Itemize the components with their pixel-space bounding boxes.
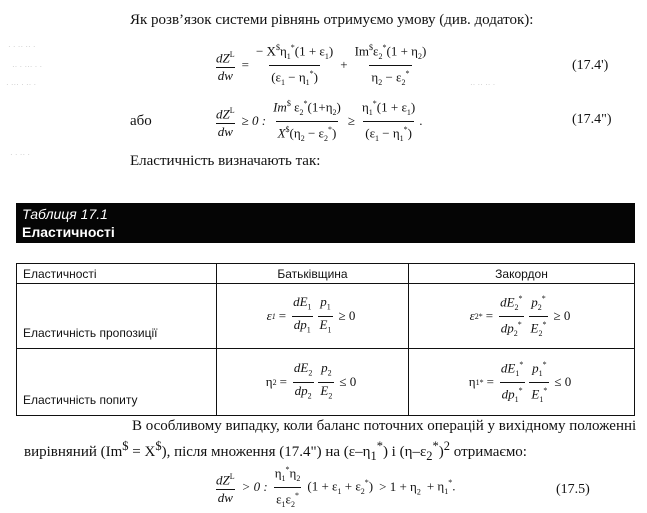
term2-fraction: $\frac{Im^{\$}\varepsilon_2^*(1 + \eta_2)}{\eta_2 - \varepsilon_2^*}$ xyxy=(353,40,429,91)
header-cell: Еластичності xyxy=(17,264,217,284)
row-label: Еластичність пропозиції xyxy=(17,284,217,349)
scan-noise: ·· · ··· · · xyxy=(12,62,43,71)
header-cell: Батьківщина xyxy=(217,264,409,284)
lhs-fraction: $\frac{dZ^L}{dw}$ xyxy=(216,50,235,83)
lhs-fraction: $\frac{dZ^L}{dw}$ xyxy=(216,472,235,505)
equation-number: (17.4') xyxy=(572,58,609,73)
row-label: Еластичність попиту xyxy=(17,349,217,416)
scan-noise: · · ·· ·· · xyxy=(8,42,36,51)
equation-17-4-double: $\frac{dZ^L}{dw}$ ≥ 0 : $\frac{Im^{\$} \varepsilon_2^*(1+\eta_2)}{X^{\$}(\eta_2 - \varepsilon_2^*)}$ ≥ $\frac{\eta_1^*(1 + \varepsilon_1)}{(\varepsilon_1 - \eta_1^*)}$ . xyxy=(212,96,423,147)
elasticity-table xyxy=(16,263,635,416)
para-line-2: вирівняний (Im$ = X$), після множення (17.4") на $(\varepsilon-\eta_1^*)$ і $(\eta-\varepsilon_2^*)^2$ отримаємо: xyxy=(24,439,527,463)
home-formula: η 2 = $\frac{dE_2}{dp_2}$ $\frac{p_2}{E_2}$ ≤ 0 xyxy=(217,349,409,416)
foreign-formula: ε 2 * = $\frac{dE_2^*}{dp_2^*}$ $\frac{p_2^*}{E_2^*}$ ≥ 0 xyxy=(409,284,635,349)
eta-eps-fraction: $\frac{\eta_1^*\eta_2}{\varepsilon_1\varepsilon_2^*}$ xyxy=(273,462,303,513)
table-label: Таблиця 17.1 xyxy=(22,206,108,222)
home-formula: ε 1 = $\frac{dE_1}{dp_1}$ $\frac{p_1}{E_1}$ ≥ 0 xyxy=(217,284,409,349)
table-title: Еластичності xyxy=(22,224,115,240)
scan-noise: ·· ·· ·· · xyxy=(470,80,496,89)
equation-number: (17.5) xyxy=(556,482,590,497)
intro-text: Як розв’язок системи рівнянь отримуємо умову (див. додаток): xyxy=(130,12,534,28)
table-header-row xyxy=(17,264,635,284)
term1-fraction: $\frac{- X^{\$}\eta_1^*(1 + \varepsilon_1)}{(\varepsilon_1 - \eta_1^*)}$ xyxy=(254,40,335,91)
closing-paragraph xyxy=(24,416,636,466)
equation-number: (17.4") xyxy=(572,112,612,127)
equation-17-5: $\frac{dZ^L}{dw}$ > 0 : $\frac{\eta_1^*\eta_2}{\varepsilon_1\varepsilon_2^*}$ $(1 + \varepsilon_1 + \varepsilon_2^*)$ > $1 + \eta_2$ + $\eta_1^*$. xyxy=(212,462,458,513)
term2-fraction: $\frac{\eta_1^*(1 + \varepsilon_1)}{(\varepsilon_1 - \eta_1^*)}$ xyxy=(360,96,417,147)
or-label: або xyxy=(130,113,152,129)
scan-noise: · · ·· · xyxy=(10,150,30,159)
table-row xyxy=(17,284,635,349)
table-row xyxy=(17,349,635,416)
para-line-1: В особливому випадку, коли баланс поточних операцій у вихідному положенні xyxy=(132,418,637,434)
foreign-formula: η 1 * = $\frac{dE_1^*}{dp_1^*}$ $\frac{p_1^*}{E_1^*}$ ≤ 0 xyxy=(409,349,635,416)
table-caption xyxy=(16,203,635,243)
header-cell: Закордон xyxy=(409,264,635,284)
lhs-fraction: $\frac{dZ^L}{dw}$ xyxy=(216,106,235,139)
equation-17-4-prime: $\frac{dZ^L}{dw}$ = $\frac{- X^{\$}\eta_1^*(1 + \varepsilon_1)}{(\varepsilon_1 - \eta_1^*)}$ + $\frac{Im^{\$}\varepsilon_2^*(1 + \eta_2)}{\eta_2 - \varepsilon_2^*}$ xyxy=(212,40,430,91)
term1-fraction: $\frac{Im^{\$} \varepsilon_2^*(1+\eta_2)}{X^{\$}(\eta_2 - \varepsilon_2^*)}$ xyxy=(271,96,343,147)
scan-noise: · ··· · ·· · xyxy=(6,80,37,89)
elasticity-text: Еластичність визначають так: xyxy=(130,153,321,169)
